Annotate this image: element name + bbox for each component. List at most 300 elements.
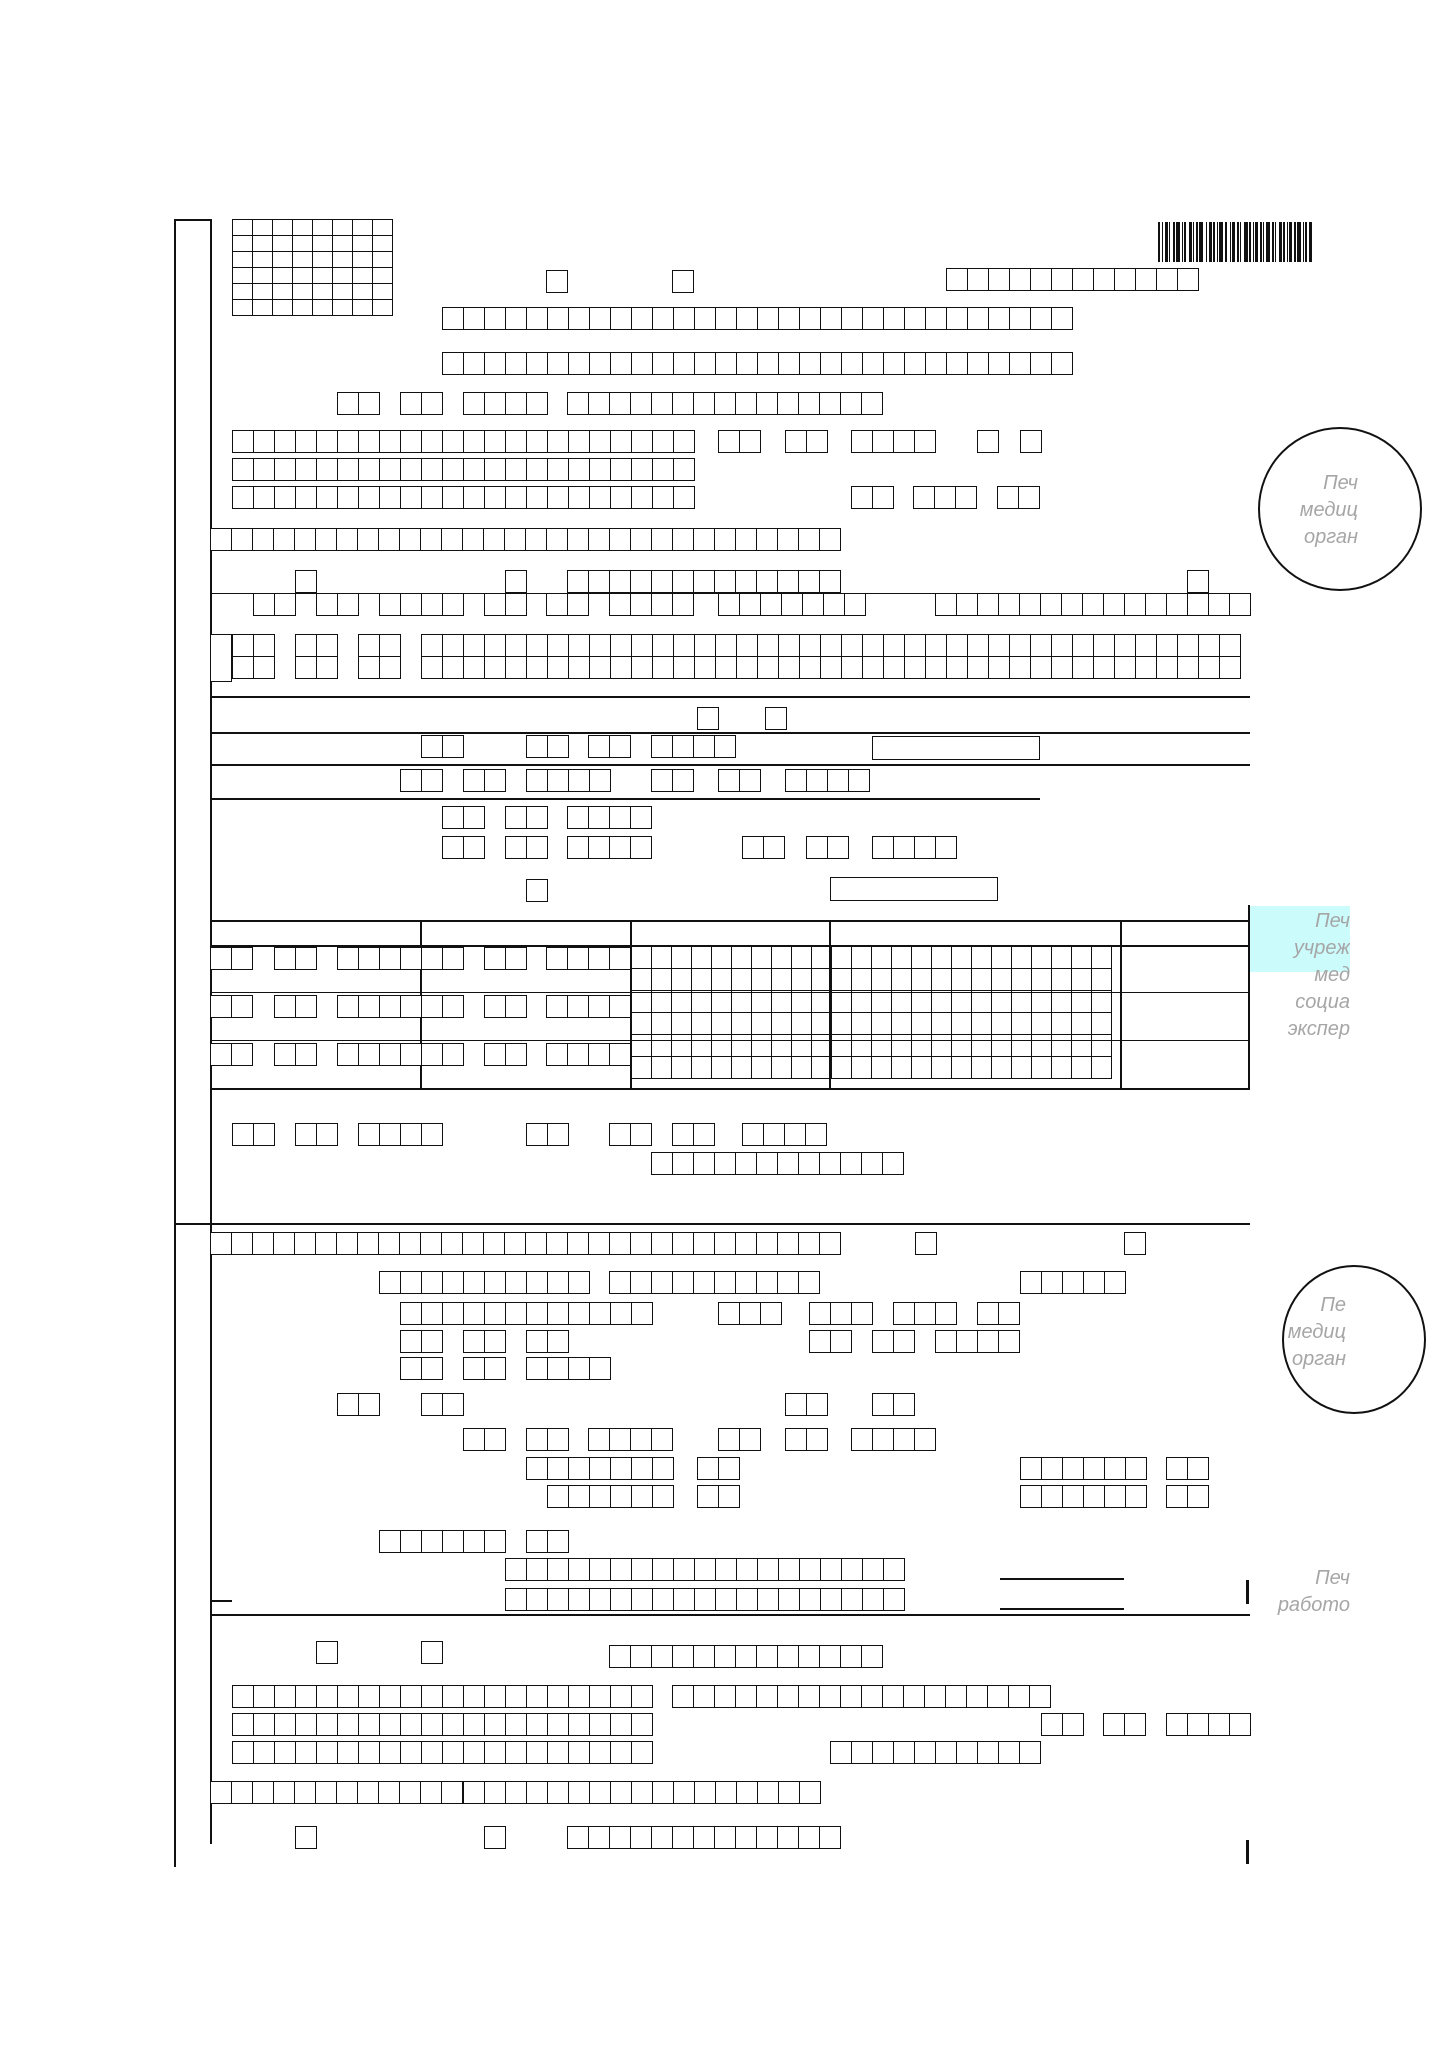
character-cell[interactable] xyxy=(652,307,674,330)
character-cell[interactable] xyxy=(505,1271,527,1294)
birth-month-field[interactable] xyxy=(785,430,827,453)
character-cell[interactable] xyxy=(987,1685,1009,1708)
character-cell[interactable] xyxy=(526,1558,548,1581)
character-cell[interactable] xyxy=(316,593,338,616)
character-cell[interactable] xyxy=(505,392,527,415)
character-cell[interactable] xyxy=(778,352,800,375)
character-cell[interactable] xyxy=(631,634,653,657)
character-cell[interactable] xyxy=(967,268,989,291)
character-cell[interactable] xyxy=(505,1588,527,1611)
checkbox-resident[interactable] xyxy=(316,1641,338,1664)
character-cell[interactable] xyxy=(672,1826,694,1849)
account-field[interactable] xyxy=(463,1781,820,1804)
months-field[interactable] xyxy=(809,1302,872,1325)
character-cell[interactable] xyxy=(882,1685,904,1708)
character-cell[interactable] xyxy=(589,352,611,375)
character-cell[interactable] xyxy=(630,1232,652,1255)
character-cell[interactable] xyxy=(952,991,972,1013)
character-cell[interactable] xyxy=(694,352,716,375)
character-cell[interactable] xyxy=(231,995,253,1018)
character-cell[interactable] xyxy=(693,735,715,758)
character-cell[interactable] xyxy=(484,769,506,792)
character-cell[interactable] xyxy=(568,1302,590,1325)
character-cell[interactable] xyxy=(337,392,359,415)
character-cell[interactable] xyxy=(652,352,674,375)
character-cell[interactable] xyxy=(988,352,1010,375)
character-cell[interactable] xyxy=(484,1271,506,1294)
insured-day-field[interactable] xyxy=(1041,1713,1083,1736)
mse-year-field[interactable] xyxy=(567,806,651,829)
character-cell[interactable] xyxy=(956,1741,978,1764)
character-cell[interactable] xyxy=(1012,1035,1032,1057)
character-cell[interactable] xyxy=(752,1013,772,1035)
due2-day-field[interactable] xyxy=(718,1428,760,1451)
character-cell[interactable] xyxy=(812,991,832,1013)
character-cell[interactable] xyxy=(1072,1013,1092,1035)
t2-to-month[interactable] xyxy=(484,995,526,1018)
character-cell[interactable] xyxy=(812,969,832,991)
other-month-field[interactable] xyxy=(672,1123,714,1146)
character-cell[interactable] xyxy=(546,528,568,551)
character-cell[interactable] xyxy=(925,634,947,657)
character-cell[interactable] xyxy=(694,1588,716,1611)
character-cell[interactable] xyxy=(840,1645,862,1668)
character-cell[interactable] xyxy=(778,307,800,330)
character-cell[interactable] xyxy=(253,1713,275,1736)
character-cell[interactable] xyxy=(812,1013,832,1035)
character-cell[interactable] xyxy=(610,352,632,375)
character-cell[interactable] xyxy=(694,1781,716,1804)
character-cell[interactable] xyxy=(693,1271,715,1294)
character-cell[interactable] xyxy=(442,806,464,829)
character-cell[interactable] xyxy=(946,307,968,330)
character-cell[interactable] xyxy=(977,593,999,616)
character-cell[interactable] xyxy=(1012,969,1032,991)
character-cell[interactable] xyxy=(400,486,422,509)
checkbox-main-job[interactable] xyxy=(977,430,999,453)
character-cell[interactable] xyxy=(589,458,611,481)
character-cell[interactable] xyxy=(672,1057,692,1079)
character-cell[interactable] xyxy=(442,307,464,330)
character-cell[interactable] xyxy=(777,528,799,551)
character-cell[interactable] xyxy=(567,1043,589,1066)
character-cell[interactable] xyxy=(952,1035,972,1057)
character-cell[interactable] xyxy=(672,1271,694,1294)
character-cell[interactable] xyxy=(505,836,527,859)
character-cell[interactable] xyxy=(820,1558,842,1581)
character-cell[interactable] xyxy=(652,1035,672,1057)
head-name-field[interactable] xyxy=(505,1558,904,1581)
character-cell[interactable] xyxy=(400,593,422,616)
character-cell[interactable] xyxy=(742,836,764,859)
character-cell[interactable] xyxy=(526,1741,548,1764)
character-cell[interactable] xyxy=(631,1781,653,1804)
character-cell[interactable] xyxy=(232,430,254,453)
character-cell[interactable] xyxy=(379,634,401,657)
character-cell[interactable] xyxy=(610,1713,632,1736)
character-cell[interactable] xyxy=(631,486,653,509)
character-cell[interactable] xyxy=(252,528,274,551)
character-cell[interactable] xyxy=(358,634,380,657)
character-cell[interactable] xyxy=(547,486,569,509)
character-cell[interactable] xyxy=(442,735,464,758)
character-cell[interactable] xyxy=(946,634,968,657)
character-cell[interactable] xyxy=(589,1457,611,1480)
character-cell[interactable] xyxy=(505,947,527,970)
character-cell[interactable] xyxy=(913,486,935,509)
character-cell[interactable] xyxy=(862,634,884,657)
character-cell[interactable] xyxy=(567,392,589,415)
character-cell[interactable] xyxy=(712,947,732,969)
daily-earnings-field[interactable] xyxy=(547,1485,673,1508)
character-cell[interactable] xyxy=(463,1271,485,1294)
character-cell[interactable] xyxy=(231,528,253,551)
character-cell[interactable] xyxy=(840,1152,862,1175)
character-cell[interactable] xyxy=(1052,969,1072,991)
character-cell[interactable] xyxy=(358,1713,380,1736)
character-cell[interactable] xyxy=(253,1685,275,1708)
character-cell[interactable] xyxy=(463,1685,485,1708)
start-day-field[interactable] xyxy=(851,486,893,509)
character-cell[interactable] xyxy=(772,1035,792,1057)
character-cell[interactable] xyxy=(546,593,568,616)
character-cell[interactable] xyxy=(714,1152,736,1175)
character-cell[interactable] xyxy=(337,1713,359,1736)
character-cell[interactable] xyxy=(672,735,694,758)
character-cell[interactable] xyxy=(420,528,442,551)
character-cell[interactable] xyxy=(1145,593,1167,616)
character-cell[interactable] xyxy=(441,528,463,551)
relative2-code-field[interactable] xyxy=(358,656,400,679)
character-cell[interactable] xyxy=(463,634,485,657)
character-cell[interactable] xyxy=(912,1057,932,1079)
character-cell[interactable] xyxy=(893,836,915,859)
character-cell[interactable] xyxy=(673,430,695,453)
character-cell[interactable] xyxy=(463,656,485,679)
character-cell[interactable] xyxy=(652,1013,672,1035)
character-cell[interactable] xyxy=(735,1271,757,1294)
character-cell[interactable] xyxy=(1082,593,1104,616)
character-cell[interactable] xyxy=(526,352,548,375)
character-cell[interactable] xyxy=(630,1428,652,1451)
character-cell[interactable] xyxy=(672,593,694,616)
character-cell[interactable] xyxy=(463,1741,485,1764)
character-cell[interactable] xyxy=(463,1428,485,1451)
character-cell[interactable] xyxy=(484,430,506,453)
relative-code-field[interactable] xyxy=(358,634,400,657)
character-cell[interactable] xyxy=(819,1232,841,1255)
character-cell[interactable] xyxy=(400,1043,422,1066)
character-cell[interactable] xyxy=(1124,593,1146,616)
character-cell[interactable] xyxy=(1104,1271,1126,1294)
character-cell[interactable] xyxy=(462,528,484,551)
character-cell[interactable] xyxy=(442,430,464,453)
character-cell[interactable] xyxy=(631,1485,653,1508)
character-cell[interactable] xyxy=(568,486,590,509)
character-cell[interactable] xyxy=(693,1826,715,1849)
insured-phone-field[interactable] xyxy=(830,1741,1040,1764)
character-cell[interactable] xyxy=(904,656,926,679)
character-cell[interactable] xyxy=(799,656,821,679)
character-cell[interactable] xyxy=(1062,1713,1084,1736)
character-cell[interactable] xyxy=(358,1043,380,1066)
character-cell[interactable] xyxy=(295,634,317,657)
character-cell[interactable] xyxy=(567,947,589,970)
character-cell[interactable] xyxy=(253,593,275,616)
character-cell[interactable] xyxy=(631,1741,653,1764)
character-cell[interactable] xyxy=(358,1685,380,1708)
character-cell[interactable] xyxy=(294,1232,316,1255)
ogrn-field[interactable] xyxy=(567,392,882,415)
character-cell[interactable] xyxy=(718,769,740,792)
exam-month-field[interactable] xyxy=(806,836,848,859)
character-cell[interactable] xyxy=(589,656,611,679)
character-cell[interactable] xyxy=(992,1057,1012,1079)
character-cell[interactable] xyxy=(463,486,485,509)
t3-from-month[interactable] xyxy=(274,1043,316,1066)
character-cell[interactable] xyxy=(274,995,296,1018)
character-cell[interactable] xyxy=(568,1357,590,1380)
total-kop-field[interactable] xyxy=(526,1530,568,1553)
character-cell[interactable] xyxy=(757,1781,779,1804)
character-cell[interactable] xyxy=(337,1393,359,1416)
character-cell[interactable] xyxy=(820,634,842,657)
character-cell[interactable] xyxy=(588,1232,610,1255)
due2-month-field[interactable] xyxy=(785,1428,827,1451)
character-cell[interactable] xyxy=(1029,1685,1051,1708)
character-cell[interactable] xyxy=(806,769,828,792)
character-cell[interactable] xyxy=(1114,634,1136,657)
character-cell[interactable] xyxy=(568,634,590,657)
character-cell[interactable] xyxy=(610,1685,632,1708)
return-year-field[interactable] xyxy=(358,1123,442,1146)
character-cell[interactable] xyxy=(756,1152,778,1175)
issue-day-field[interactable] xyxy=(337,392,379,415)
character-cell[interactable] xyxy=(568,458,590,481)
character-cell[interactable] xyxy=(792,1013,812,1035)
character-cell[interactable] xyxy=(693,392,715,415)
character-cell[interactable] xyxy=(1008,1685,1030,1708)
avg-year-field[interactable] xyxy=(935,1330,1019,1353)
character-cell[interactable] xyxy=(756,570,778,593)
character-cell[interactable] xyxy=(232,1713,254,1736)
character-cell[interactable] xyxy=(841,307,863,330)
character-cell[interactable] xyxy=(421,1043,443,1066)
character-cell[interactable] xyxy=(610,458,632,481)
character-cell[interactable] xyxy=(526,307,548,330)
character-cell[interactable] xyxy=(694,1558,716,1581)
character-cell[interactable] xyxy=(567,593,589,616)
character-cell[interactable] xyxy=(830,1741,852,1764)
character-cell[interactable] xyxy=(735,1152,757,1175)
character-cell[interactable] xyxy=(714,1645,736,1668)
character-cell[interactable] xyxy=(632,947,652,969)
next-number-field[interactable] xyxy=(651,1152,903,1175)
character-cell[interactable] xyxy=(315,1232,337,1255)
character-cell[interactable] xyxy=(274,1741,296,1764)
character-cell[interactable] xyxy=(526,836,548,859)
character-cell[interactable] xyxy=(1156,268,1178,291)
character-cell[interactable] xyxy=(589,634,611,657)
character-cell[interactable] xyxy=(652,458,674,481)
character-cell[interactable] xyxy=(757,634,779,657)
character-cell[interactable] xyxy=(672,1123,694,1146)
character-cell[interactable] xyxy=(630,1826,652,1849)
character-cell[interactable] xyxy=(893,1302,915,1325)
due2-year-field[interactable] xyxy=(851,1428,935,1451)
character-cell[interactable] xyxy=(673,486,695,509)
character-cell[interactable] xyxy=(609,947,631,970)
character-cell[interactable] xyxy=(772,947,792,969)
character-cell[interactable] xyxy=(809,1330,831,1353)
character-cell[interactable] xyxy=(273,1781,295,1804)
return-day-field[interactable] xyxy=(232,1123,274,1146)
character-cell[interactable] xyxy=(631,656,653,679)
character-cell[interactable] xyxy=(799,1588,821,1611)
t3-to-month[interactable] xyxy=(484,1043,526,1066)
character-cell[interactable] xyxy=(547,735,569,758)
character-cell[interactable] xyxy=(1040,593,1062,616)
character-cell[interactable] xyxy=(998,1741,1020,1764)
character-cell[interactable] xyxy=(358,656,380,679)
character-cell[interactable] xyxy=(526,1330,548,1353)
policy-number-field[interactable] xyxy=(567,1826,840,1849)
year-field[interactable] xyxy=(609,593,693,616)
character-cell[interactable] xyxy=(379,656,401,679)
character-cell[interactable] xyxy=(547,1530,569,1553)
character-cell[interactable] xyxy=(253,486,275,509)
character-cell[interactable] xyxy=(992,1013,1012,1035)
character-cell[interactable] xyxy=(756,1271,778,1294)
character-cell[interactable] xyxy=(1062,1271,1084,1294)
care-to-day-field[interactable] xyxy=(588,735,630,758)
character-cell[interactable] xyxy=(785,1428,807,1451)
character-cell[interactable] xyxy=(760,593,782,616)
character-cell[interactable] xyxy=(505,1781,527,1804)
character-cell[interactable] xyxy=(442,1043,464,1066)
character-cell[interactable] xyxy=(609,528,631,551)
character-cell[interactable] xyxy=(379,1271,401,1294)
character-cell[interactable] xyxy=(1030,634,1052,657)
character-cell[interactable] xyxy=(778,1588,800,1611)
character-cell[interactable] xyxy=(652,1457,674,1480)
character-cell[interactable] xyxy=(798,1152,820,1175)
character-cell[interactable] xyxy=(819,1645,841,1668)
checkbox-secondary-employer[interactable] xyxy=(1124,1232,1146,1255)
other-day-field[interactable] xyxy=(609,1123,651,1146)
character-cell[interactable] xyxy=(400,1530,422,1553)
character-cell[interactable] xyxy=(714,1232,736,1255)
character-cell[interactable] xyxy=(832,1013,852,1035)
character-cell[interactable] xyxy=(852,969,872,991)
character-cell[interactable] xyxy=(568,1558,590,1581)
character-cell[interactable] xyxy=(892,991,912,1013)
character-cell[interactable] xyxy=(421,735,443,758)
t3-to-year[interactable] xyxy=(546,1043,630,1066)
character-cell[interactable] xyxy=(673,1781,695,1804)
character-cell[interactable] xyxy=(1156,634,1178,657)
character-cell[interactable] xyxy=(1125,1457,1147,1480)
character-cell[interactable] xyxy=(806,430,828,453)
character-cell[interactable] xyxy=(400,1302,422,1325)
character-cell[interactable] xyxy=(1104,1457,1126,1480)
character-cell[interactable] xyxy=(379,458,401,481)
character-cell[interactable] xyxy=(294,1781,316,1804)
character-cell[interactable] xyxy=(1092,969,1112,991)
character-cell[interactable] xyxy=(712,991,732,1013)
character-cell[interactable] xyxy=(714,570,736,593)
character-cell[interactable] xyxy=(827,769,849,792)
character-cell[interactable] xyxy=(832,947,852,969)
character-cell[interactable] xyxy=(652,1781,674,1804)
character-cell[interactable] xyxy=(632,1057,652,1079)
reg-day-field[interactable] xyxy=(442,836,484,859)
character-cell[interactable] xyxy=(693,1232,715,1255)
character-cell[interactable] xyxy=(609,1645,631,1668)
character-cell[interactable] xyxy=(932,947,952,969)
character-cell[interactable] xyxy=(672,769,694,792)
character-cell[interactable] xyxy=(421,947,443,970)
character-cell[interactable] xyxy=(526,1713,548,1736)
character-cell[interactable] xyxy=(253,656,275,679)
character-cell[interactable] xyxy=(777,1152,799,1175)
checkbox-duplicate[interactable] xyxy=(672,270,694,293)
period-day-field[interactable] xyxy=(400,1357,442,1380)
character-cell[interactable] xyxy=(379,995,401,1018)
character-cell[interactable] xyxy=(526,634,548,657)
character-cell[interactable] xyxy=(1092,991,1112,1013)
character-cell[interactable] xyxy=(715,656,737,679)
character-cell[interactable] xyxy=(610,1457,632,1480)
character-cell[interactable] xyxy=(1187,1713,1209,1736)
character-cell[interactable] xyxy=(925,352,947,375)
character-cell[interactable] xyxy=(547,634,569,657)
character-cell[interactable] xyxy=(735,570,757,593)
character-cell[interactable] xyxy=(378,1232,400,1255)
character-cell[interactable] xyxy=(442,458,464,481)
character-cell[interactable] xyxy=(798,1645,820,1668)
character-cell[interactable] xyxy=(806,1393,828,1416)
character-cell[interactable] xyxy=(588,806,610,829)
character-cell[interactable] xyxy=(1198,634,1220,657)
checkbox-c[interactable] xyxy=(1187,570,1209,593)
character-cell[interactable] xyxy=(802,593,824,616)
character-cell[interactable] xyxy=(777,1232,799,1255)
t2-to-day[interactable] xyxy=(421,995,463,1018)
character-cell[interactable] xyxy=(852,991,872,1013)
character-cell[interactable] xyxy=(672,969,692,991)
t2-from-day[interactable] xyxy=(210,995,252,1018)
character-cell[interactable] xyxy=(400,947,422,970)
character-cell[interactable] xyxy=(946,352,968,375)
character-cell[interactable] xyxy=(526,1357,548,1380)
character-cell[interactable] xyxy=(712,1035,732,1057)
character-cell[interactable] xyxy=(316,430,338,453)
day-field[interactable] xyxy=(484,593,526,616)
character-cell[interactable] xyxy=(872,1013,892,1035)
character-cell[interactable] xyxy=(358,430,380,453)
character-cell[interactable] xyxy=(421,593,443,616)
character-cell[interactable] xyxy=(1208,1713,1230,1736)
character-cell[interactable] xyxy=(421,656,443,679)
character-cell[interactable] xyxy=(792,1035,812,1057)
character-cell[interactable] xyxy=(893,1428,915,1451)
document-serial-box[interactable] xyxy=(872,736,1040,760)
character-cell[interactable] xyxy=(820,352,842,375)
hospital-year-field[interactable] xyxy=(785,769,869,792)
character-cell[interactable] xyxy=(358,947,380,970)
character-cell[interactable] xyxy=(830,1330,852,1353)
